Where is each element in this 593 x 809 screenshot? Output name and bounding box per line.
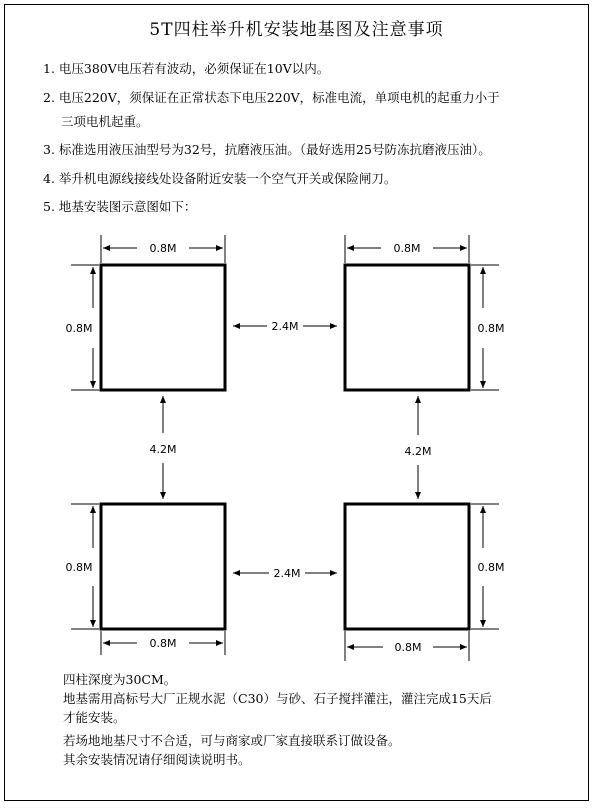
dim-label-bl-height: 0.8M [65,561,93,574]
dim-label-br-height: 0.8M [477,561,505,574]
dim-label-left-gap: 4.2M [149,443,177,456]
dim-label-top-gap: 2.4M [271,320,299,333]
dim-label-br-width: 0.8M [394,641,422,654]
dim-label-right-gap: 4.2M [404,445,432,458]
pillar-bottom-right [345,504,469,629]
dim-label-tr-width: 0.8M [393,242,421,255]
dim-label-tl-width: 0.8M [149,242,177,255]
page-title: 5T四柱举升机安装地基图及注意事项 [149,20,444,40]
note-item-2-cont: 三项电机起重。 [61,114,149,129]
dim-label-tr-height: 0.8M [477,322,505,335]
footer-line-5: 其余安装情况请仔细阅读说明书。 [63,752,251,767]
note-item-1: 1. 电压380V电压若有波动，必须保证在10V以内。 [43,61,330,76]
footer-line-3: 才能安装。 [63,710,126,725]
pillar-top-left [101,265,225,390]
pillar-bottom-left [101,504,225,629]
note-item-5: 5. 地基安装图示意图如下： [43,199,197,214]
footer-line-4: 若场地地基尺寸不合适，可与商家或厂家直接联系订做设备。 [63,733,401,748]
footer-line-2: 地基需用高标号大厂正规水泥（C30）与砂、石子搅拌灌注，灌注完成15天后 [63,691,492,706]
footer-line-1: 四柱深度为30CM。 [63,672,177,687]
pillar-top-right [345,265,469,390]
note-item-3: 3. 标准选用液压油型号为32号，抗磨液压油。（最好选用25号防冻抗磨液压油）。 [43,142,491,157]
dim-label-bl-width: 0.8M [149,637,177,650]
note-item-4: 4. 举升机电源线接线处设备附近安装一个空气开关或保险闸刀。 [43,171,397,186]
note-item-2: 2. 电压220V，须保证在正常状态下电压220V，标准电流，单项电机的起重力小于 [43,90,500,105]
document-page [4,4,589,801]
dim-label-tl-height: 0.8M [65,322,93,335]
dim-label-bottom-gap: 2.4M [273,567,301,580]
